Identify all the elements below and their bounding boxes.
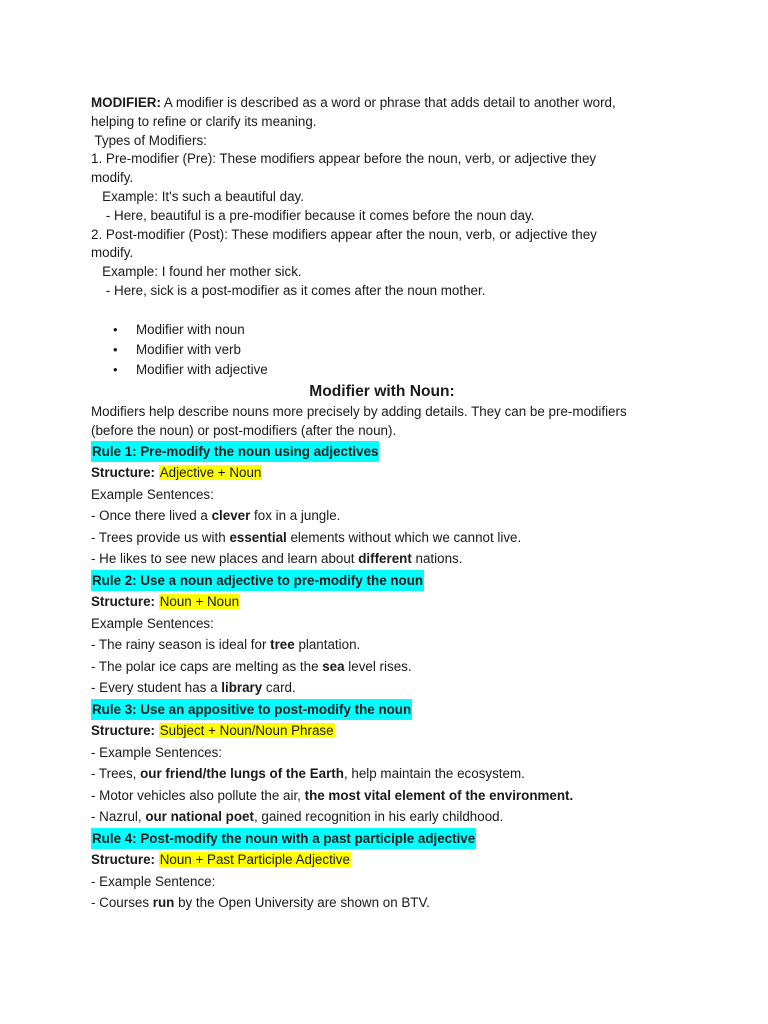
rule-1-examples-label: Example Sentences:	[91, 486, 214, 502]
structure-formula: Subject + Noun/Noun Phrase	[159, 723, 334, 739]
sentence-text: - The rainy season is ideal for	[91, 637, 271, 653]
modifier-word: essential	[229, 529, 287, 545]
sentence-text: - Trees provide us with	[91, 529, 230, 545]
list-item: • Modifier with verb	[91, 340, 691, 360]
rule-3-title-row	[91, 699, 691, 721]
definition-line-2: helping to refine or clarify its meaning.	[91, 113, 317, 129]
sentence-text: - He likes to see new places and learn about	[91, 551, 359, 567]
section-description-line-1: Modifiers help describe nouns more precisely by adding details. They can be pre-modifiers	[91, 404, 627, 420]
example-sentence	[91, 656, 691, 678]
sentence-text: level rises.	[344, 658, 412, 674]
rule-title: Rule 2: Use a noun adjective to pre-modify the noun	[91, 570, 424, 592]
modifier-word: the most vital element of the environment.	[304, 787, 574, 803]
example-sentence	[91, 548, 691, 570]
structure-label: Structure:	[91, 723, 155, 739]
structure-label: Structure:	[91, 852, 155, 868]
example-sentence	[91, 634, 691, 656]
definition-line-1	[91, 94, 691, 113]
rule-4-examples-label: - Example Sentence:	[91, 873, 216, 889]
example-sentence	[91, 785, 691, 807]
rule-2-structure-row	[91, 591, 691, 613]
sentence-text: - Every student has a	[91, 680, 222, 696]
structure-label: Structure:	[91, 465, 155, 481]
pre-modifier-example: Example: It's such a beautiful day.	[91, 188, 304, 204]
list-item: • Modifier with noun	[91, 320, 691, 340]
section-heading: Modifier with Noun:	[309, 383, 455, 401]
rule-4-structure-row	[91, 849, 691, 871]
sentence-text: elements without which we cannot live.	[286, 529, 522, 545]
sentence-text: , gained recognition in his early childhood.	[253, 809, 504, 825]
rule-title: Rule 4: Post-modify the noun with a past participle adjective	[91, 828, 476, 850]
example-sentence	[91, 505, 691, 527]
example-sentence	[91, 892, 691, 914]
rule-2-title-row	[91, 570, 691, 592]
sentence-text: - Motor vehicles also pollute the air,	[91, 787, 305, 803]
sentence-text: - Nazrul,	[91, 809, 146, 825]
pre-modifier-line-1: 1. Pre-modifier (Pre): These modifiers appear before the noun, verb, or adjective they	[91, 151, 597, 167]
post-modifier-line-2: modify.	[91, 245, 134, 261]
rule-title: Rule 3: Use an appositive to post-modify the noun	[91, 699, 412, 721]
sentence-text: - Once there lived a	[91, 508, 212, 524]
rule-2-examples-label: Example Sentences:	[91, 615, 214, 631]
modifier-word: clever	[211, 508, 251, 524]
definition-text: A modifier is described as a word or phrase that adds detail to another word,	[160, 95, 616, 110]
post-modifier-explanation: - Here, sick is a post-modifier as it comes after the noun mother.	[91, 282, 486, 298]
rule-3-examples-label: - Example Sentences:	[91, 744, 222, 760]
rule-3-structure-row	[91, 720, 691, 742]
post-modifier-example: Example: I found her mother sick.	[91, 264, 302, 280]
document-body	[91, 94, 691, 914]
rule-1-structure-row	[91, 462, 691, 484]
modifier-word: tree	[270, 637, 295, 653]
structure-formula: Noun + Past Participle Adjective	[159, 852, 350, 868]
sentence-text: fox in a jungle.	[250, 508, 341, 524]
example-sentence	[91, 806, 691, 828]
sentence-text: - Trees,	[91, 766, 141, 782]
post-modifier-line-1: 2. Post-modifier (Post): These modifiers appear after the noun, verb, or adjective they	[91, 226, 597, 242]
modifier-term: MODIFIER:	[91, 95, 161, 110]
structure-label: Structure:	[91, 594, 155, 610]
sentence-text: , help maintain the ecosystem.	[343, 766, 525, 782]
sentence-text: plantation.	[294, 637, 361, 653]
sentence-text: by the Open University are shown on BTV.	[174, 895, 430, 911]
section-description-line-2: (before the noun) or post-modifiers (after the noun).	[91, 423, 397, 439]
rule-1-title-row	[91, 441, 691, 463]
sentence-text: - The polar ice caps are melting as the	[91, 658, 323, 674]
types-heading: Types of Modifiers:	[91, 132, 207, 148]
rule-title: Rule 1: Pre-modify the noun using adjectives	[91, 441, 379, 463]
modifier-word: library	[221, 680, 263, 696]
modifier-kinds-list	[91, 320, 691, 381]
modifier-word: our national poet	[145, 809, 254, 825]
sentence-text: - Courses	[91, 895, 153, 911]
rule-4-title-row	[91, 828, 691, 850]
sentence-text: card.	[262, 680, 296, 696]
modifier-word: our friend/the lungs of the Earth	[140, 766, 344, 782]
sentence-text: nations.	[411, 551, 463, 567]
modifier-word: run	[152, 895, 175, 911]
list-item: • Modifier with adjective	[91, 360, 691, 380]
example-sentence	[91, 527, 691, 549]
pre-modifier-line-2: modify.	[91, 170, 134, 186]
modifier-word: different	[358, 551, 412, 567]
structure-formula: Adjective + Noun	[159, 465, 262, 481]
example-sentence	[91, 763, 691, 785]
pre-modifier-explanation: - Here, beautiful is a pre-modifier because it comes before the noun day.	[91, 207, 535, 223]
spacer	[91, 301, 691, 320]
modifier-word: sea	[322, 658, 345, 674]
example-sentence	[91, 677, 691, 699]
structure-formula: Noun + Noun	[159, 594, 240, 610]
